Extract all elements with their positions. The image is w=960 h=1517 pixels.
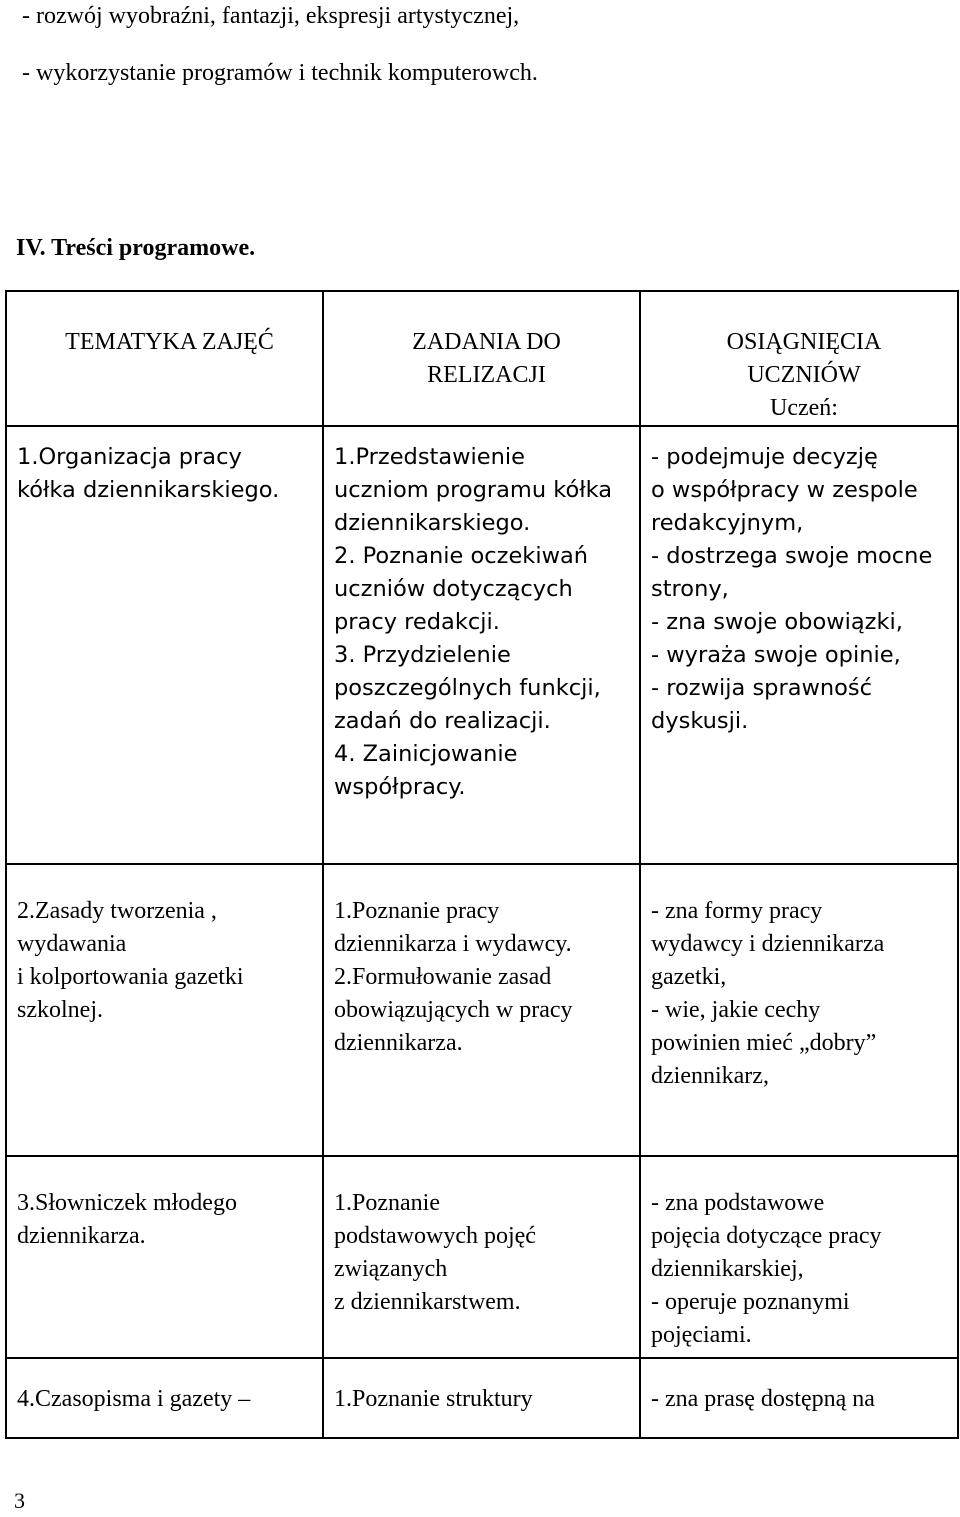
program-content-table xyxy=(5,290,959,1439)
section-heading: IV. Treści programowe. xyxy=(16,235,256,261)
row-2-outcomes: - zna formy pracy wydawcy i dziennikarza gazetki, - wie, jakie cechy powinien mieć „dobry” dziennikarz, xyxy=(640,864,958,1156)
header-outcomes: OSIĄGNIĘCIA UCZNIÓW Uczeń: xyxy=(640,291,958,426)
intro-line-1: - rozwój wyobraźni, fantazji, ekspresji artystycznej, xyxy=(22,3,520,29)
row-4-tasks: 1.Poznanie struktury xyxy=(323,1358,640,1438)
table-row xyxy=(6,864,958,1156)
row-2-topic: 2.Zasady tworzenia , wydawania i kolportowania gazetki szkolnej. xyxy=(6,864,323,1156)
table-row xyxy=(6,426,958,864)
header-topics: TEMATYKA ZAJĘĆ xyxy=(6,291,323,426)
row-3-topic: 3.Słowniczek młodego dziennikarza. xyxy=(6,1156,323,1358)
table-row xyxy=(6,1156,958,1358)
row-1-topic: 1.Organizacja pracy kółka dziennikarskiego. xyxy=(6,426,323,864)
row-1-tasks: 1.Przedstawienie uczniom programu kółka dziennikarskiego. 2. Poznanie oczekiwań uczniów dotyczących pracy redakcji. 3. Przydzielenie poszczególnych funkcji, zadań do realizacji. 4. Zainicjowanie współpracy. xyxy=(323,426,640,864)
row-1-outcomes: - podejmuje decyzję o współpracy w zespole redakcyjnym, - dostrzega swoje mocne strony, - zna swoje obowiązki, - wyraża swoje opinie, - rozwija sprawność dyskusji. xyxy=(640,426,958,864)
header-tasks: ZADANIA DO RELIZACJI xyxy=(323,291,640,426)
row-3-tasks: 1.Poznanie podstawowych pojęć związanych z dziennikarstwem. xyxy=(323,1156,640,1358)
page-number: 3 xyxy=(14,1488,25,1513)
table-row xyxy=(6,1358,958,1438)
row-2-tasks: 1.Poznanie pracy dziennikarza i wydawcy. 2.Formułowanie zasad obowiązujących w pracy dziennikarza. xyxy=(323,864,640,1156)
row-4-outcomes: - zna prasę dostępną na xyxy=(640,1358,958,1438)
row-3-outcomes: - zna podstawowe pojęcia dotyczące pracy dziennikarskiej, - operuje poznanymi pojęciami. xyxy=(640,1156,958,1358)
table-header-row xyxy=(6,291,958,426)
row-4-topic: 4.Czasopisma i gazety – xyxy=(6,1358,323,1438)
intro-line-2: - wykorzystanie programów i technik komputerowch. xyxy=(22,60,538,86)
